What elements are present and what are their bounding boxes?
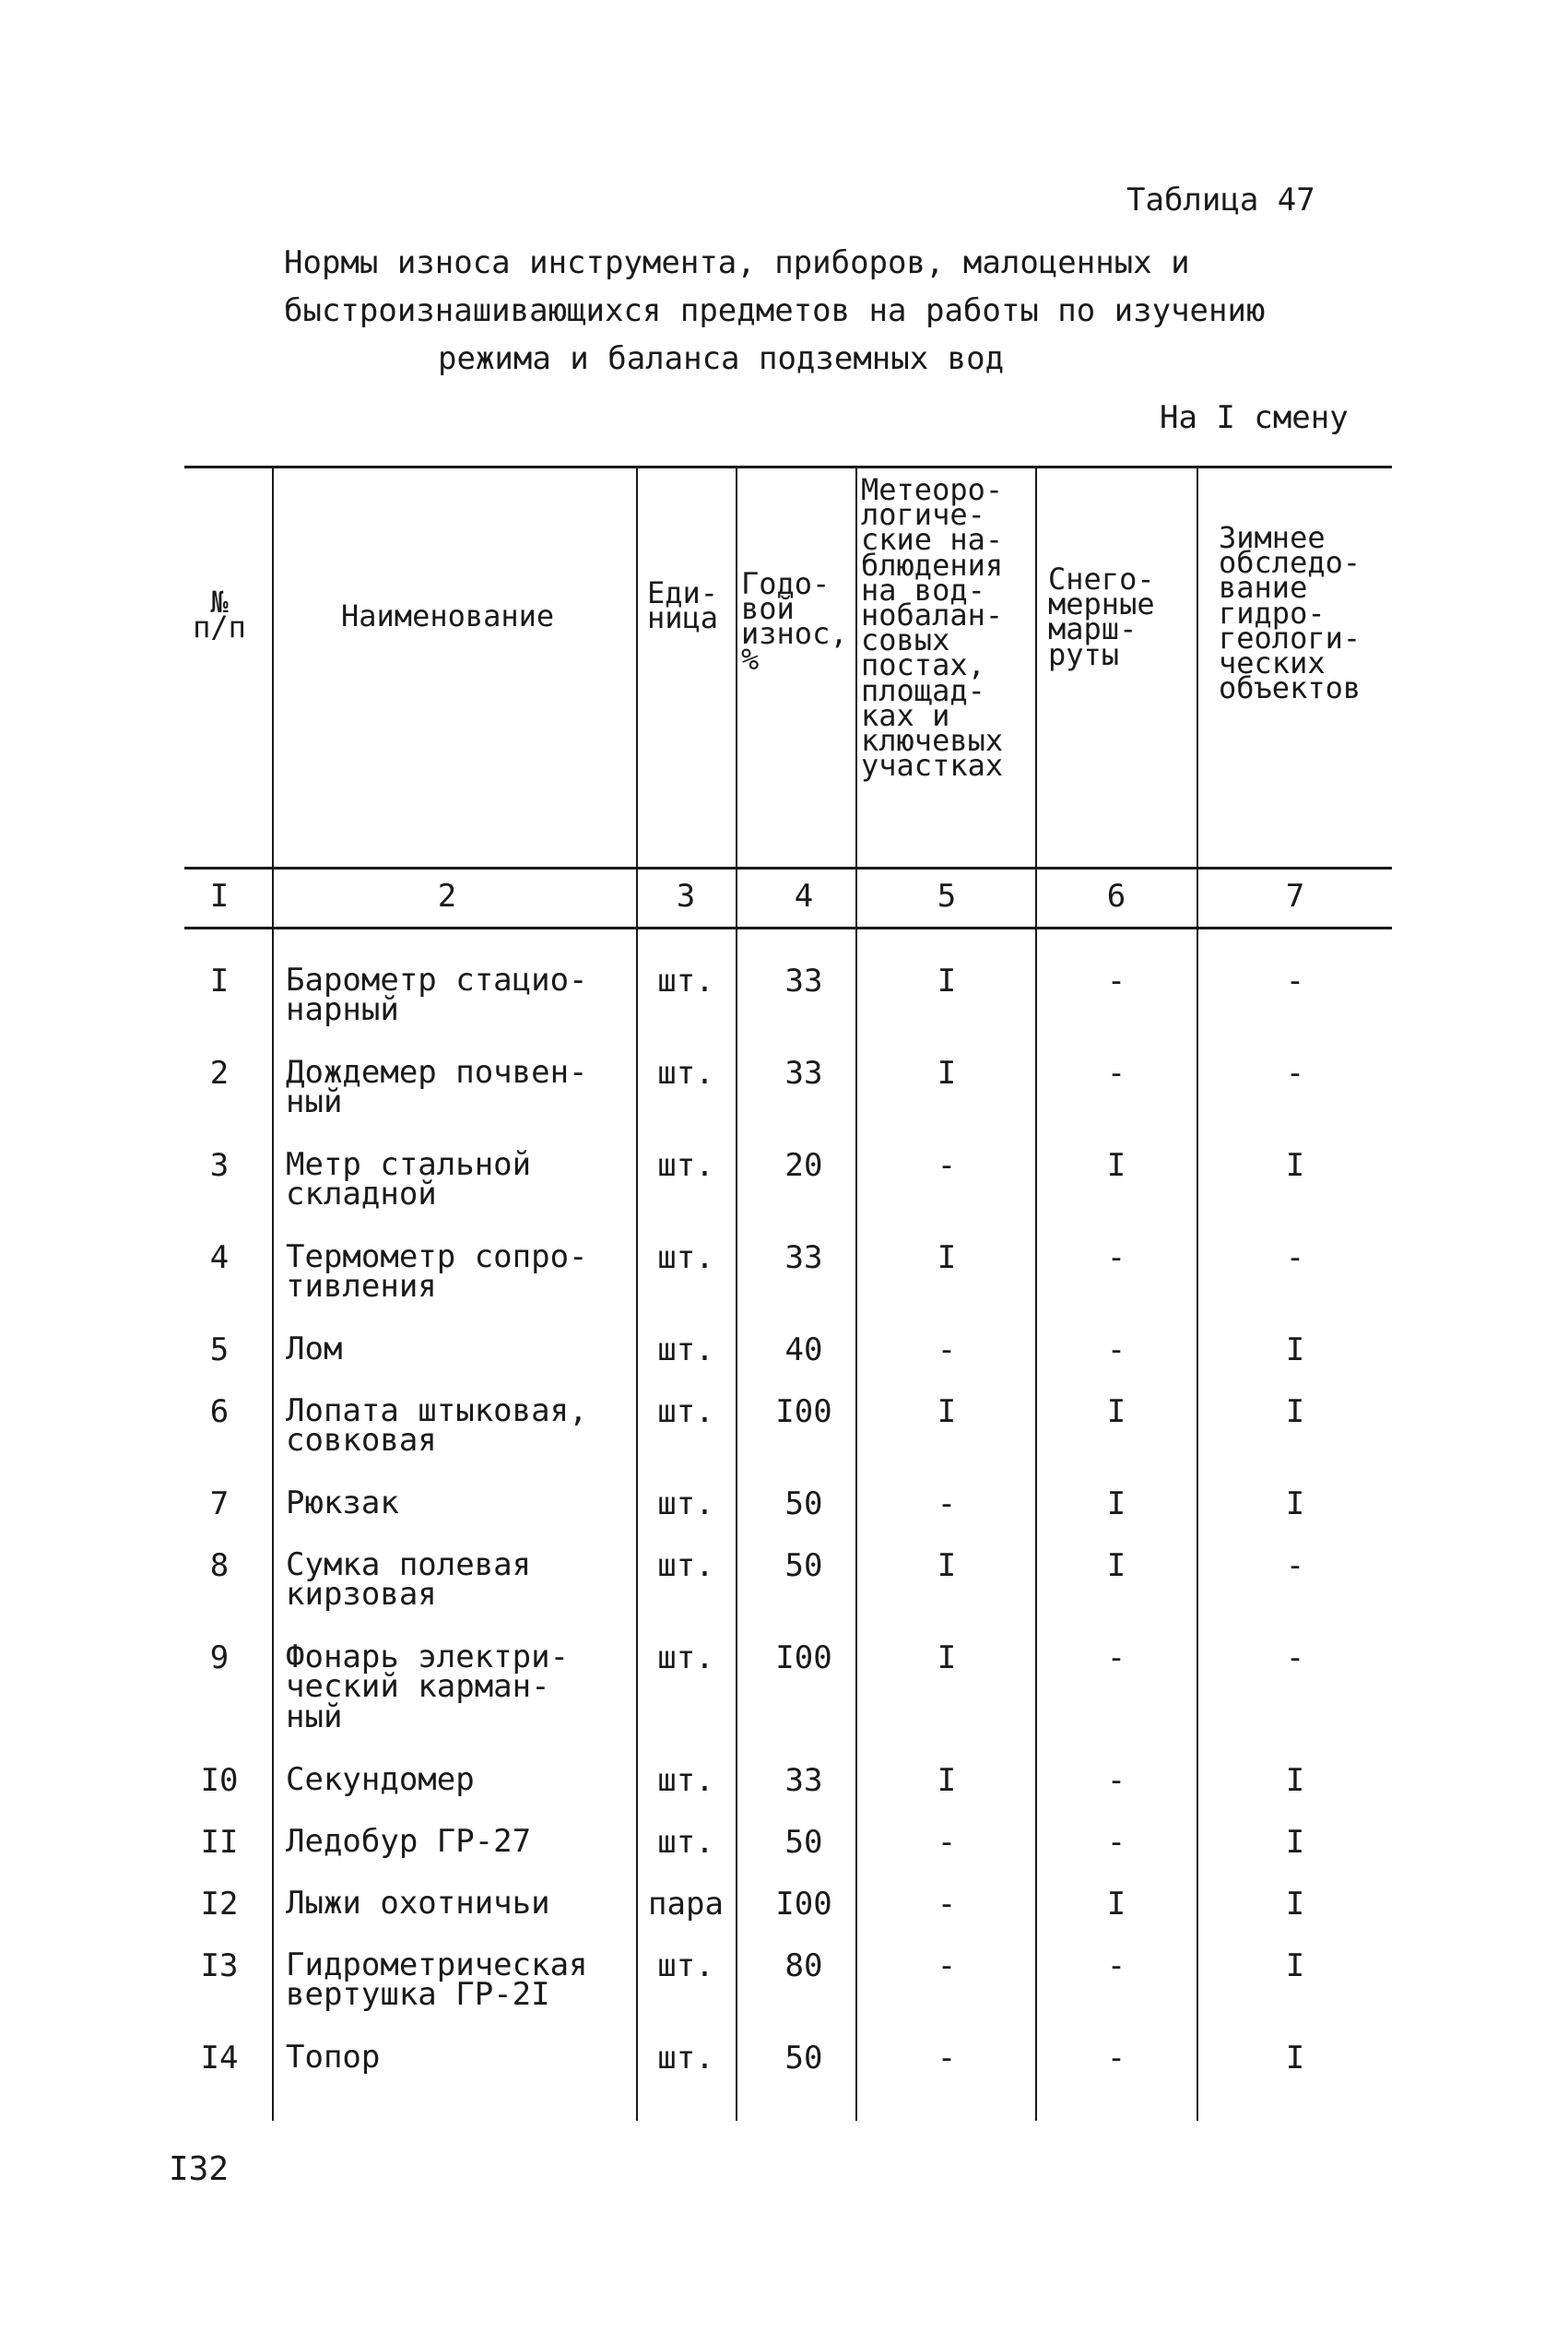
- table-cell-meteo: -: [937, 1947, 957, 1984]
- table-cell-meteo: I: [937, 1055, 957, 1092]
- table-cell-winter: I: [1285, 1485, 1305, 1522]
- column-divider: [736, 466, 737, 2121]
- item-name: Термометр сопро- тивления: [286, 1238, 588, 1306]
- item-name: Лыжи охотничьи: [286, 1885, 550, 1922]
- table-cell-winter: -: [1285, 963, 1305, 1000]
- table-cell-snow: I: [1106, 1547, 1126, 1584]
- column-header-3: Еди- ница: [647, 575, 719, 636]
- column-numbers-rule: [184, 927, 1392, 929]
- table-cell-wear: 33: [784, 1239, 823, 1276]
- table-cell-meteo: -: [937, 1886, 957, 1923]
- table-cell-winter: -: [1285, 1547, 1305, 1584]
- table-cell-wear: 40: [784, 1331, 823, 1368]
- item-name: Ледобур ГР-27: [286, 1823, 532, 1860]
- table-cell-snow: -: [1106, 1055, 1126, 1092]
- column-divider: [272, 466, 274, 2121]
- item-name: Лопата штыковая, совковая: [286, 1392, 588, 1460]
- table-cell-snow: -: [1106, 1762, 1126, 1799]
- table-cell-unit: пара: [648, 1886, 724, 1923]
- table-cell-wear: 33: [784, 1762, 823, 1799]
- table-cell-num: I4: [200, 2040, 239, 2077]
- item-name: Дождемер почвен- ный: [286, 1054, 588, 1121]
- table-cell-winter: I: [1285, 1824, 1305, 1861]
- column-divider: [636, 466, 638, 2121]
- column-header-1: № п/п: [193, 585, 246, 645]
- table-cell-snow: -: [1106, 1331, 1126, 1368]
- column-header-7: Зимнее обследо- вание гидро- геологи- ческих объектов: [1219, 520, 1362, 706]
- item-name: Фонарь электри- ческий карман- ный: [286, 1639, 570, 1735]
- column-number: 7: [1285, 878, 1305, 915]
- table-cell-snow: I: [1106, 1886, 1126, 1923]
- table-cell-num: 5: [209, 1331, 230, 1368]
- table-title-line-1: Нормы износа инструмента, приборов, малоценных и: [284, 244, 1190, 281]
- table-cell-meteo: I: [937, 1639, 957, 1676]
- column-number: 2: [437, 878, 457, 915]
- table-cell-snow: -: [1106, 1239, 1126, 1276]
- table-cell-winter: I: [1285, 1331, 1305, 1368]
- table-cell-unit: шт.: [657, 1147, 714, 1184]
- table-cell-winter: I: [1285, 1886, 1305, 1923]
- table-cell-winter: -: [1285, 1239, 1305, 1276]
- table-cell-meteo: I: [937, 1547, 957, 1584]
- table-cell-unit: шт.: [657, 1239, 714, 1276]
- table-cell-wear: 50: [784, 2040, 823, 2077]
- column-divider: [1197, 466, 1198, 2121]
- table-cell-num: I2: [200, 1886, 239, 1923]
- table-cell-snow: -: [1106, 1824, 1126, 1861]
- table-cell-winter: I: [1285, 1947, 1305, 1984]
- item-name: Метр стальной складной: [286, 1146, 532, 1213]
- table-cell-wear: 80: [784, 1947, 823, 1984]
- table-cell-unit: шт.: [657, 1485, 714, 1522]
- table-cell-unit: шт.: [657, 1639, 714, 1676]
- table-cell-unit: шт.: [657, 1824, 714, 1861]
- shift-label: На I смену: [1160, 399, 1349, 436]
- table-cell-num: I: [209, 963, 230, 1000]
- table-cell-wear: I00: [775, 1886, 832, 1923]
- table-cell-num: 8: [209, 1547, 230, 1584]
- item-name: Барометр стацио- нарный: [286, 962, 588, 1029]
- table-cell-snow: -: [1106, 963, 1126, 1000]
- table-cell-num: I3: [200, 1947, 239, 1984]
- table-cell-wear: 33: [784, 1055, 823, 1092]
- table-cell-num: 3: [209, 1147, 230, 1184]
- table-title-line-2: быстроизнашивающихся предметов на работы по изучению: [284, 292, 1266, 329]
- table-cell-unit: шт.: [657, 1762, 714, 1799]
- table-cell-meteo: -: [937, 1824, 957, 1861]
- table-cell-snow: I: [1106, 1147, 1126, 1184]
- table-cell-unit: шт.: [657, 1947, 714, 1984]
- table-cell-wear: 33: [784, 963, 823, 1000]
- table-cell-num: 2: [209, 1055, 230, 1092]
- column-divider: [855, 466, 857, 2121]
- column-number: 5: [937, 878, 957, 915]
- table-cell-num: 7: [209, 1485, 230, 1522]
- item-name: Секундомер: [286, 1761, 475, 1798]
- table-cell-meteo: I: [937, 1393, 957, 1430]
- table-cell-snow: I: [1106, 1393, 1126, 1430]
- column-header-5: Метеоро- логиче- ские на- блюдения на вод- нобалан- совых постах, площад- ках и ключевых участках: [861, 472, 1004, 784]
- table-cell-num: II: [200, 1824, 239, 1861]
- column-divider: [1035, 466, 1037, 2121]
- table-cell-snow: -: [1106, 1947, 1126, 1984]
- table-cell-num: 4: [209, 1239, 230, 1276]
- item-name: Рюкзак: [286, 1485, 399, 1521]
- table-cell-winter: I: [1285, 1393, 1305, 1430]
- table-cell-wear: 50: [784, 1485, 823, 1522]
- item-name: Лом: [286, 1331, 343, 1367]
- table-cell-unit: шт.: [657, 1393, 714, 1430]
- column-header-2: Наименование: [341, 598, 555, 633]
- table-cell-unit: шт.: [657, 1331, 714, 1368]
- table-cell-winter: I: [1285, 2040, 1305, 2077]
- table-cell-winter: -: [1285, 1639, 1305, 1676]
- table-cell-num: I0: [200, 1762, 239, 1799]
- table-cell-meteo: -: [937, 1331, 957, 1368]
- table-cell-wear: I00: [775, 1393, 832, 1430]
- column-number: 4: [794, 878, 814, 915]
- column-header-6: Снего- мерные марш- руты: [1048, 562, 1155, 672]
- column-number: 6: [1106, 878, 1126, 915]
- item-name: Топор: [286, 2039, 381, 2076]
- table-cell-snow: -: [1106, 2040, 1126, 2077]
- table-cell-wear: 50: [784, 1547, 823, 1584]
- table-cell-winter: I: [1285, 1762, 1305, 1799]
- table-cell-unit: шт.: [657, 963, 714, 1000]
- table-cell-unit: шт.: [657, 2040, 714, 2077]
- table-cell-wear: I00: [775, 1639, 832, 1676]
- table-cell-meteo: -: [937, 1485, 957, 1522]
- table-cell-winter: I: [1285, 1147, 1305, 1184]
- table-label: Таблица 47: [1126, 182, 1315, 219]
- table-cell-wear: 20: [784, 1147, 823, 1184]
- table-cell-num: 6: [209, 1393, 230, 1430]
- column-number: 3: [676, 878, 696, 915]
- table-cell-meteo: I: [937, 1762, 957, 1799]
- table-cell-unit: шт.: [657, 1547, 714, 1584]
- table-cell-wear: 50: [784, 1824, 823, 1861]
- header-bottom-rule: [184, 867, 1392, 870]
- table-cell-num: 9: [209, 1639, 230, 1676]
- item-name: Гидрометрическая вертушка ГР-2I: [286, 1946, 588, 2014]
- item-name: Сумка полевая кирзовая: [286, 1546, 532, 1614]
- table-cell-winter: -: [1285, 1055, 1305, 1092]
- table-cell-meteo: I: [937, 963, 957, 1000]
- page-number: I32: [169, 2150, 230, 2188]
- table-cell-snow: I: [1106, 1485, 1126, 1522]
- column-number: I: [209, 878, 230, 915]
- table-cell-meteo: I: [937, 1239, 957, 1276]
- table-cell-meteo: -: [937, 1147, 957, 1184]
- table-cell-snow: -: [1106, 1639, 1126, 1676]
- table-cell-unit: шт.: [657, 1055, 714, 1092]
- table-cell-meteo: -: [937, 2040, 957, 2077]
- table-top-rule: [184, 466, 1392, 468]
- column-header-4: Годо- вой износ, %: [741, 566, 848, 677]
- table-title-line-3: режима и баланса подземных вод: [438, 340, 1005, 377]
